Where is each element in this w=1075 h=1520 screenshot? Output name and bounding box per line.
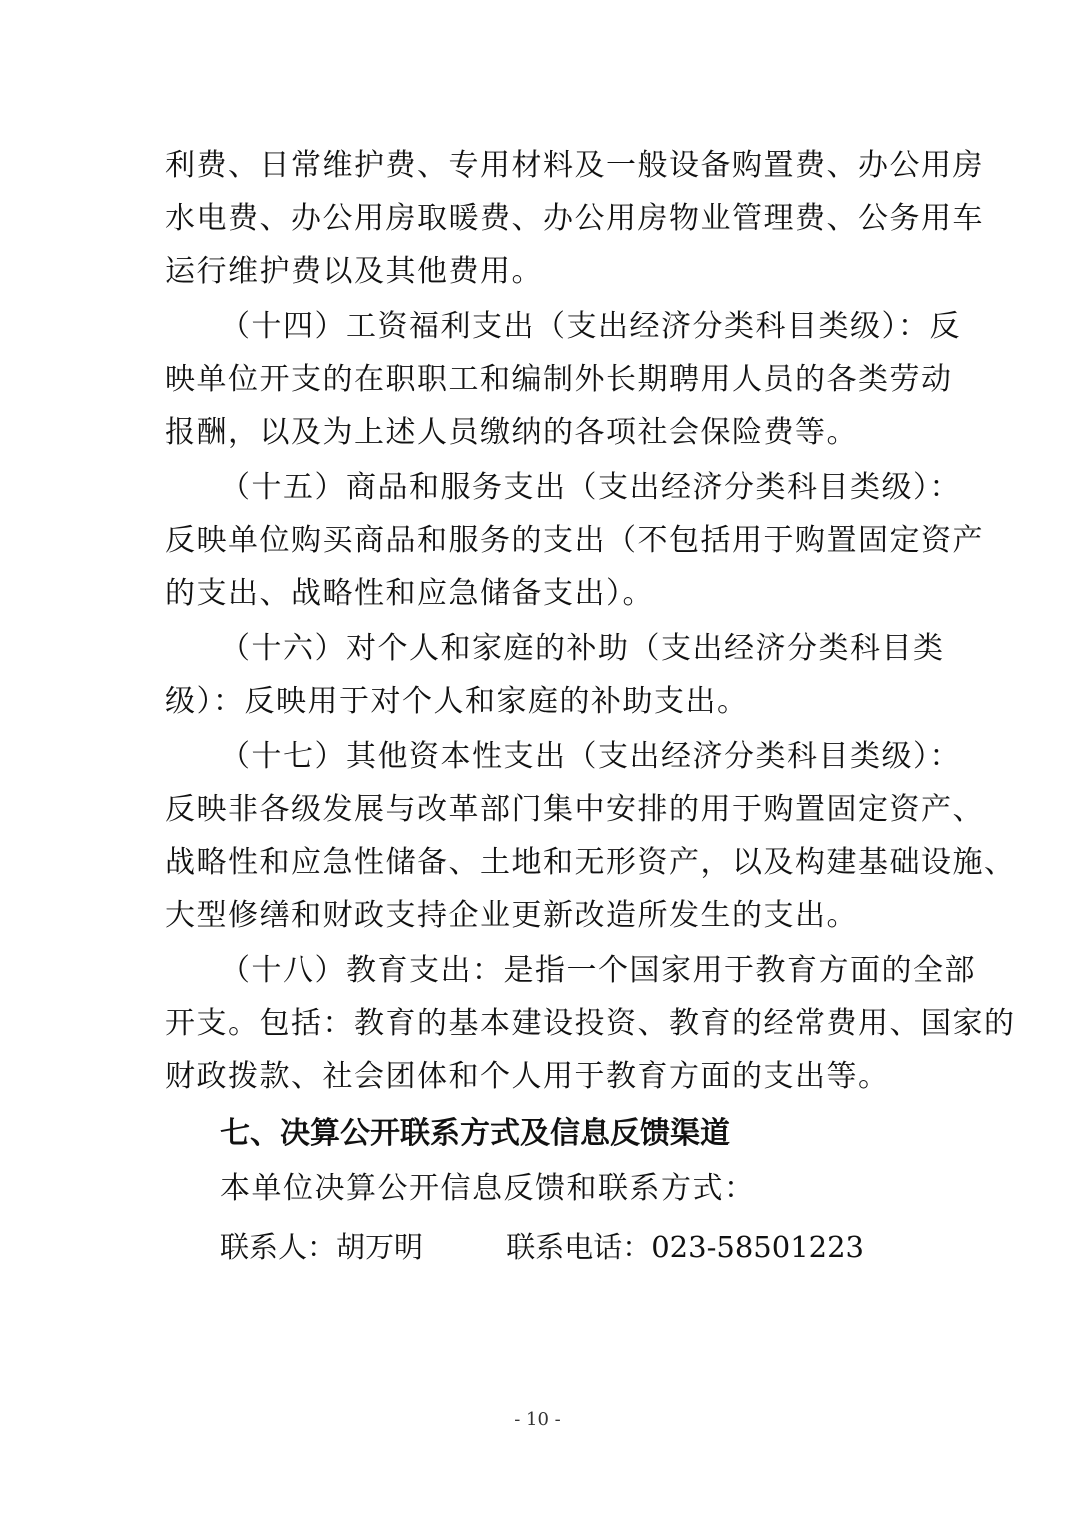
paragraph-line: 反映单位购买商品和服务的支出（不包括用于购置固定资产 <box>165 523 984 558</box>
contact-person: 联系人：胡万明 <box>220 1230 424 1264</box>
paragraph-line: 运行维护费以及其他费用。 <box>165 254 543 289</box>
paragraph-line: （十七）其他资本性支出（支出经济分类科目类级）： <box>220 739 961 774</box>
paragraph-line: （十四）工资福利支出（支出经济分类科目类级）：反 <box>220 309 961 344</box>
paragraph-line: （十六）对个人和家庭的补助（支出经济分类科目类 <box>220 631 945 666</box>
paragraph-line: 大型修缮和财政支持企业更新改造所发生的支出。 <box>165 898 858 933</box>
paragraph-line: 开支。包括：教育的基本建设投资、教育的经常费用、国家的 <box>165 1006 1016 1041</box>
contact-phone: 联系电话：023-58501223 <box>506 1230 864 1264</box>
contact-intro: 本单位决算公开信息反馈和联系方式： <box>220 1171 756 1206</box>
paragraph-line: 利费、日常维护费、专用材料及一般设备购置费、办公用房 <box>165 148 984 183</box>
paragraph-line: （十八）教育支出：是指一个国家用于教育方面的全部 <box>220 953 976 988</box>
paragraph-line: 映单位开支的在职职工和编制外长期聘用人员的各类劳动 <box>165 362 953 397</box>
paragraph-line: 水电费、办公用房取暖费、办公用房物业管理费、公务用车 <box>165 201 984 236</box>
paragraph-line: 反映非各级发展与改革部门集中安排的用于购置固定资产、 <box>165 792 984 827</box>
paragraph-line: 级）：反映用于对个人和家庭的补助支出。 <box>165 684 749 719</box>
contact-row <box>220 1227 864 1267</box>
paragraph-line: 战略性和应急性储备、土地和无形资产，以及构建基础设施、 <box>165 845 1016 880</box>
paragraph-line: 的支出、战略性和应急储备支出）。 <box>165 576 654 611</box>
section-heading: 七、决算公开联系方式及信息反馈渠道 <box>220 1116 730 1151</box>
paragraph-line: （十五）商品和服务支出（支出经济分类科目类级）： <box>220 470 961 505</box>
page-number: - 10 - <box>514 1409 561 1430</box>
paragraph-line: 财政拨款、社会团体和个人用于教育方面的支出等。 <box>165 1059 890 1094</box>
paragraph-line: 报酬，以及为上述人员缴纳的各项社会保险费等。 <box>165 415 858 450</box>
